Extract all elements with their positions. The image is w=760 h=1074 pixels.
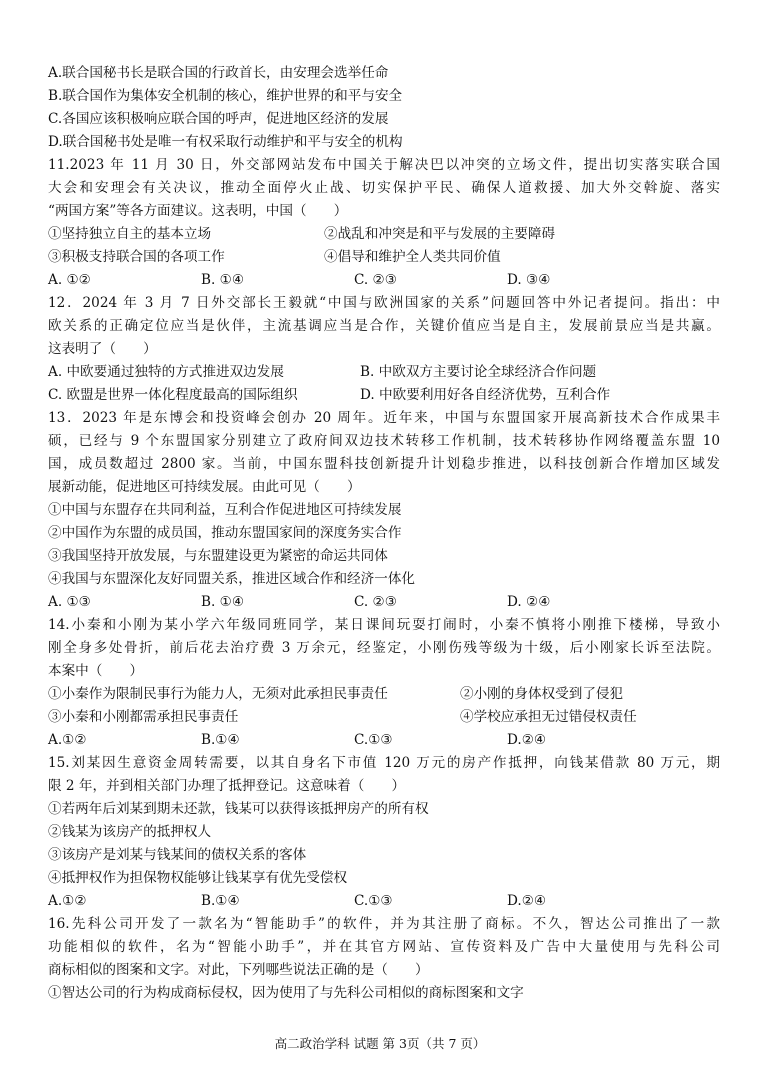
question-12-stem: 12．2024 年 3 月 7 日外交部长王毅就“中国与欧洲国家的关系”问题回答中外记者提问。指出：中 xyxy=(48,295,720,311)
question-13-stem: 硕，已经与 9 个东盟国家分别建立了政府间双边技术转移工作机制，技术转移协作网络覆盖东盟 10 xyxy=(48,433,720,449)
question-11-stem: 11.2023 年 11 月 30 日，外交部网站发布中国关于解决巴以冲突的立场文件，提出切实落实联合国 xyxy=(48,157,720,173)
answer-choice: D. 中欧要利用好各自经济优势，互利合作 xyxy=(360,387,611,403)
answer-choice: A. ①② xyxy=(48,272,91,288)
statement: ①智达公司的行为构成商标侵权，因为使用了与先科公司相似的商标图案和文字 xyxy=(48,985,524,1001)
answer-choice: A. ①③ xyxy=(48,594,91,610)
statement: ③我国坚持开放发展，与东盟建设更为紧密的命运共同体 xyxy=(48,548,388,564)
answer-choice: A.①② xyxy=(48,732,87,748)
question-14-items xyxy=(48,683,720,706)
option-a: A.联合国秘书长是联合国的行政首长，由安理会选举任命 xyxy=(48,65,389,81)
statement: ③小秦和小刚都需承担民事责任 xyxy=(48,709,239,725)
question-11-items xyxy=(48,223,720,246)
answer-choice: B.①④ xyxy=(201,732,240,748)
answer-choice: D. ②④ xyxy=(507,594,551,610)
question-12-stem: 欧关系的正确定位应当是伙伴，主流基调应当是合作，关键价值应当是自主，发展前景应当是共赢。 xyxy=(48,318,720,334)
statement: ④抵押权作为担保物权能够让钱某享有优先受偿权 xyxy=(48,870,348,886)
question-16-stem: 商标相似的图案和文字。对此，下列哪些说法正确的是（ ） xyxy=(48,962,429,978)
statement: ②小刚的身体权受到了侵犯 xyxy=(460,686,624,702)
question-13-stem: 国，成员数超过 2800 家。当前，中国东盟科技创新提升计划稳步推进，以科技创新合作增加区域发 xyxy=(48,456,720,472)
answer-choice: B.①④ xyxy=(201,893,240,909)
question-15-answers xyxy=(48,890,720,913)
question-14-stem: 本案中（ ） xyxy=(48,663,144,679)
question-11-answers xyxy=(48,269,720,292)
statement: ④倡导和维护全人类共同价值 xyxy=(324,249,501,265)
question-16-stem: 16.先科公司开发了一款名为“智能助手”的软件，并为其注册了商标。不久，智达公司推出了一款 xyxy=(48,916,720,932)
option-c: C.各国应该积极响应联合国的呼声，促进地区经济的发展 xyxy=(48,111,389,127)
answer-choice: D. ③④ xyxy=(507,272,551,288)
question-15-stem: 限 2 年，并到相关部门办理了抵押登记。这意味着（ ） xyxy=(48,778,406,794)
question-11-items xyxy=(48,246,720,269)
statement: ②战乱和冲突是和平与发展的主要障碍 xyxy=(324,226,556,242)
answer-choice: C. ②③ xyxy=(354,272,397,288)
answer-choice: B. 中欧双方主要讨论全球经济合作问题 xyxy=(360,364,597,380)
statement: ③该房产是刘某与钱某间的债权关系的客体 xyxy=(48,847,307,863)
question-14-items xyxy=(48,706,720,729)
question-13-stem: 13．2023 年是东博会和投资峰会创办 20 周年。近年来，中国与东盟国家开展高新技术合作成果丰 xyxy=(48,410,720,426)
page-footer: 高二政治学科 试题 第 3页（共 7 页） xyxy=(274,1036,486,1051)
question-12-stem: 这表明了（ ） xyxy=(48,341,157,357)
answer-choice: C. 欧盟是世界一体化程度最高的国际组织 xyxy=(48,387,298,403)
statement: ①若两年后刘某到期未还款，钱某可以获得该抵押房产的所有权 xyxy=(48,801,429,817)
question-11-stem: 大会和安理会有关决议，推动全面停火止战、切实保护平民、确保人道救援、加大外交斡旋、落实 xyxy=(48,180,720,196)
option-b: B.联合国作为集体安全机制的核心，维护世界的和平与安全 xyxy=(48,88,403,104)
statement: ④学校应承担无过错侵权责任 xyxy=(460,709,637,725)
question-11-stem: “两国方案”等各方面建议。这表明，中国（ ） xyxy=(48,203,348,219)
question-14-stem: 刚全身多处骨折，前后花去治疗费 3 万余元，经鉴定，小刚伤残等级为十级，后小刚家长诉至法院。 xyxy=(48,640,720,656)
question-16-stem: 功能相似的软件，名为“智能小助手”，并在其官方网站、宣传资料及广告中大量使用与先科公司 xyxy=(48,939,720,955)
statement: ②钱某为该房产的抵押权人 xyxy=(48,824,212,840)
question-14-stem: 14.小秦和小刚为某小学六年级同班同学，某日课间玩耍打闹时，小秦不慎将小刚推下楼梯，导致小 xyxy=(48,617,720,633)
answer-choice: B. ①④ xyxy=(201,594,245,610)
statement: ②中国作为东盟的成员国，推动东盟国家间的深度务实合作 xyxy=(48,525,402,541)
answer-choice: B. ①④ xyxy=(201,272,245,288)
answer-choice: C. ②③ xyxy=(354,594,397,610)
question-12-options xyxy=(48,361,720,384)
question-14-answers xyxy=(48,729,720,752)
answer-choice: C.①③ xyxy=(354,893,393,909)
statement: ①中国与东盟存在共同利益，互利合作促进地区可持续发展 xyxy=(48,502,402,518)
question-13-answers xyxy=(48,591,720,614)
answer-choice: A. 中欧要通过独特的方式推进双边发展 xyxy=(48,364,284,380)
option-d: D.联合国秘书处是唯一有权采取行动维护和平与安全的机构 xyxy=(48,134,403,150)
answer-choice: D.②④ xyxy=(507,732,547,748)
question-15-stem: 15.刘某因生意资金周转需要，以其自身名下市值 120 万元的房产作抵押，向钱某借款 80 万元，期 xyxy=(48,755,720,771)
page-body xyxy=(48,62,720,1005)
answer-choice: D.②④ xyxy=(507,893,547,909)
question-12-options xyxy=(48,384,720,407)
question-13-stem: 展新动能，促进地区可持续发展。由此可见（ ） xyxy=(48,479,361,495)
answer-choice: A.①② xyxy=(48,893,87,909)
statement: ④我国与东盟深化友好同盟关系，推进区域合作和经济一体化 xyxy=(48,571,416,587)
statement: ①坚持独立自主的基本立场 xyxy=(48,226,212,242)
statement: ①小秦作为限制民事行为能力人，无须对此承担民事责任 xyxy=(48,686,388,702)
statement: ③积极支持联合国的各项工作 xyxy=(48,249,225,265)
answer-choice: C.①③ xyxy=(354,732,393,748)
